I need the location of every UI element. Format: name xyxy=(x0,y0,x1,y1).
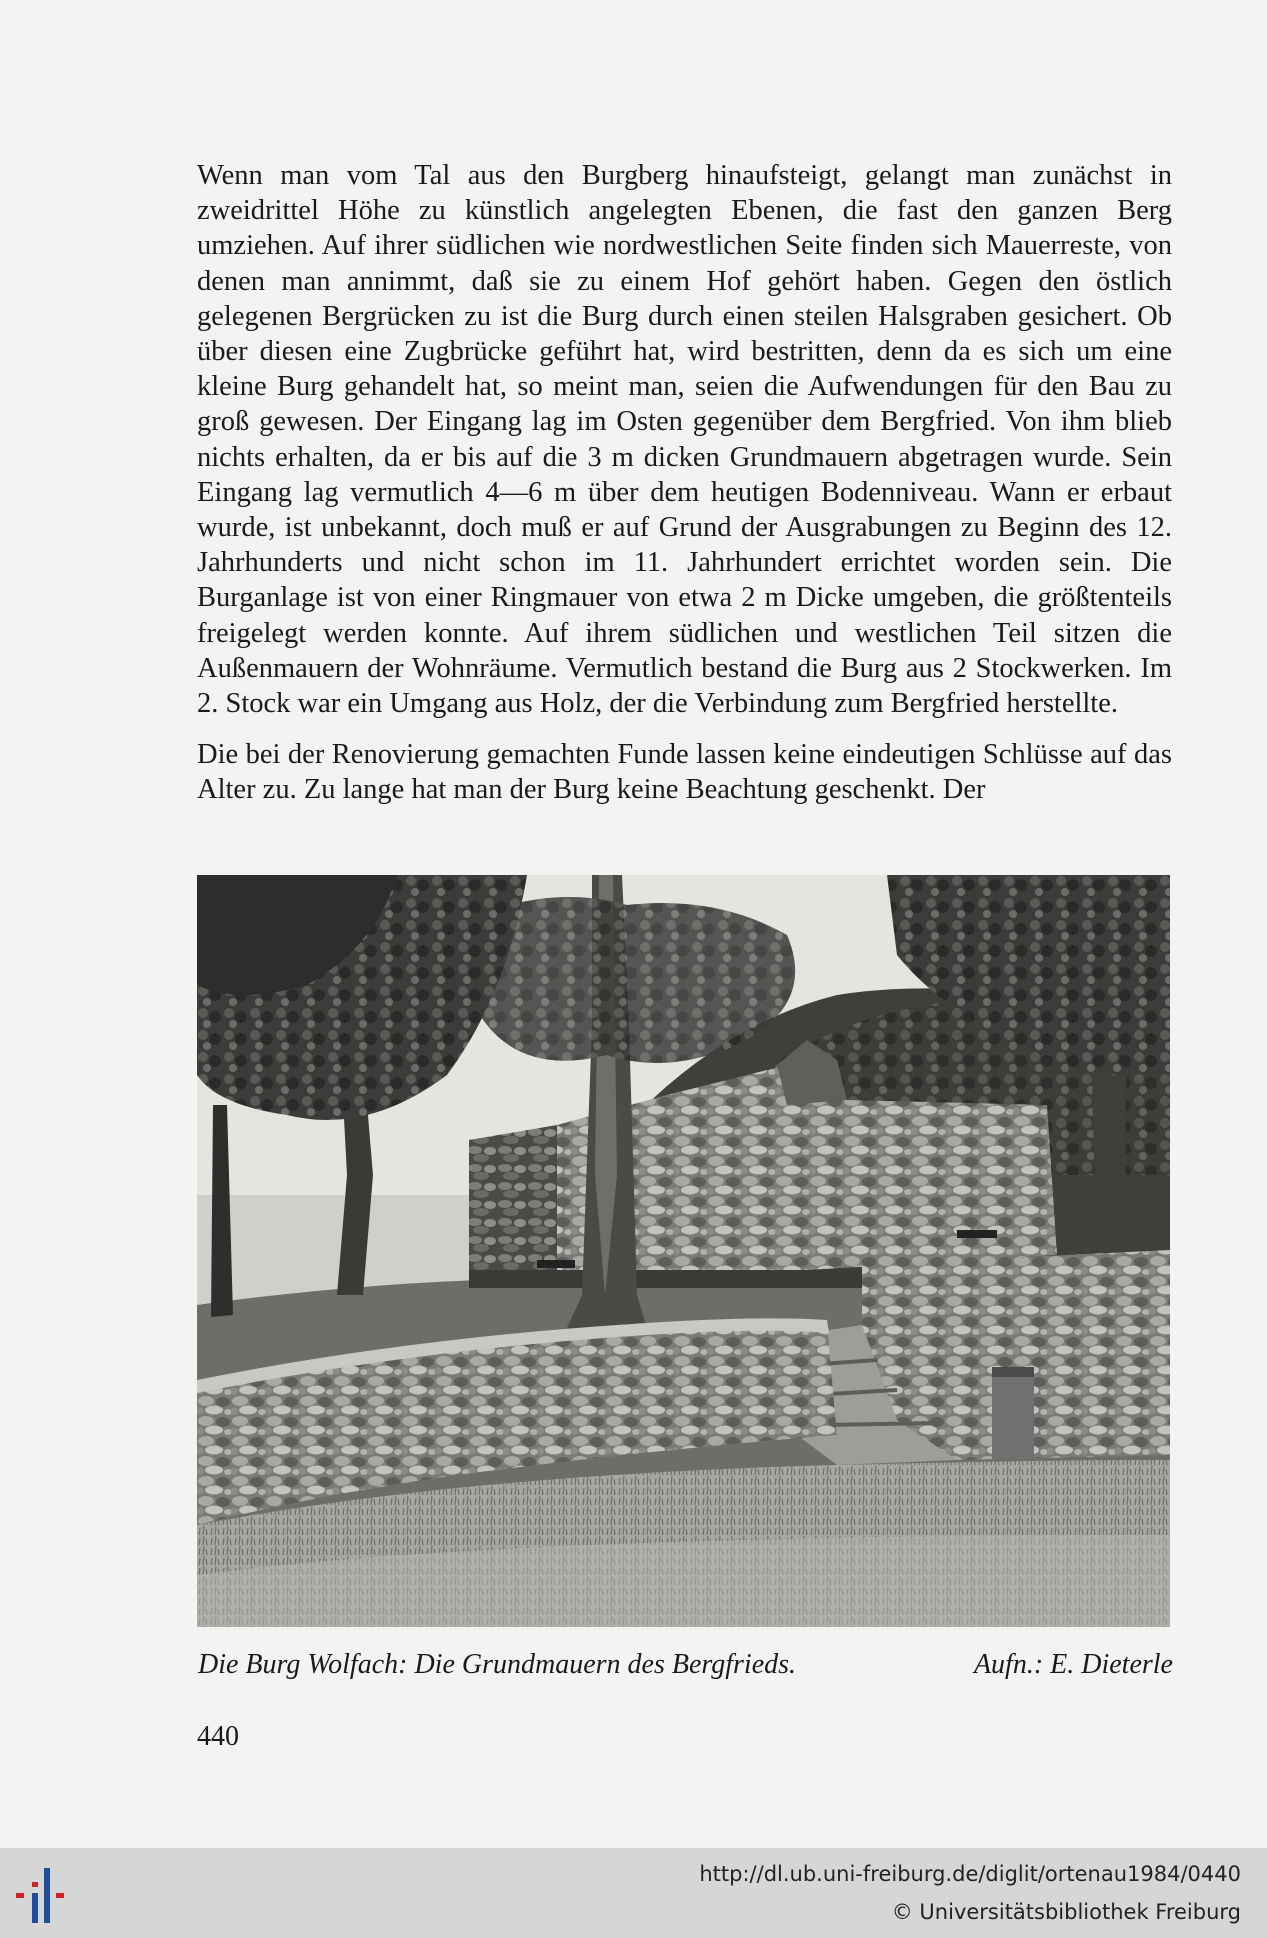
caption-text: Die Burg Wolfach: Die Grundmauern des Bergfrieds. xyxy=(198,1649,797,1680)
ub-freiburg-logo-icon xyxy=(14,1860,84,1930)
paragraph-2: Die bei der Renovierung gemachten Funde lassen keine eindeutigen Schlüsse auf das Alter zu. Zu lange hat man der Burg keine Beachtung geschenkt. Der xyxy=(197,739,1172,806)
footer-bar xyxy=(0,1848,1267,1938)
figure-caption xyxy=(198,1648,1173,1682)
paragraph-1: Wenn man vom Tal aus den Burgberg hinaufsteigt, gelangt man zunächst in zweidrittel Höhe zu künstlich angelegten Ebenen, die fast den ganzen Berg umziehen. Auf ihrer südlichen wie nordwestlichen Seite finden sich Mauerreste, von denen man annimmt, daß sie zu einem Hof gehört haben. Gegen den östlich gelegenen Bergrücken zu ist die Burg durch einen steilen Halsgraben gesichert. Ob über diesen eine Zugbrücke geführt hat, wird bestritten, denn da es sich um eine kleine Burg gehandelt hat, so meint man, seien die Aufwendungen für den Bau zu groß gewesen. Der Eingang lag im Osten gegenüber dem Bergfried. Von ihm blieb nichts erhalten, da er bis auf die 3 m dicken Grundmauern abgetragen wurde. Sein Eingang lag vermutlich 4—6 m über dem heutigen Bodenniveau. Wann er erbaut wurde, ist unbekannt, doch muß er auf Grund der Ausgrabungen zu Beginn des 12. Jahrhunderts und nicht schon im 11. Jahrhundert errichtet worden sein. Die Burganlage ist von einer Ringmauer von etwa 2 m Dicke umgeben, die größtenteils freigelegt werden konnte. Auf ihrem südlichen und westlichen Teil sitzen die Außenmauern der Wohnräume. Vermutlich bestand die Burg aus 2 Stockwerken. Im 2. Stock war ein Umgang aus Holz, der die Verbindung zum Bergfried herstellte. xyxy=(197,160,1172,720)
castle-ruin-photo xyxy=(197,875,1170,1627)
body-text xyxy=(197,158,1172,808)
page-number: 440 xyxy=(197,1721,239,1752)
copyright-notice: © Universitätsbibliothek Freiburg xyxy=(891,1900,1241,1924)
source-url[interactable]: http://dl.ub.uni-freiburg.de/diglit/ortenau1984/0440 xyxy=(699,1862,1241,1886)
photo-credit: Aufn.: E. Dieterle xyxy=(973,1649,1173,1680)
